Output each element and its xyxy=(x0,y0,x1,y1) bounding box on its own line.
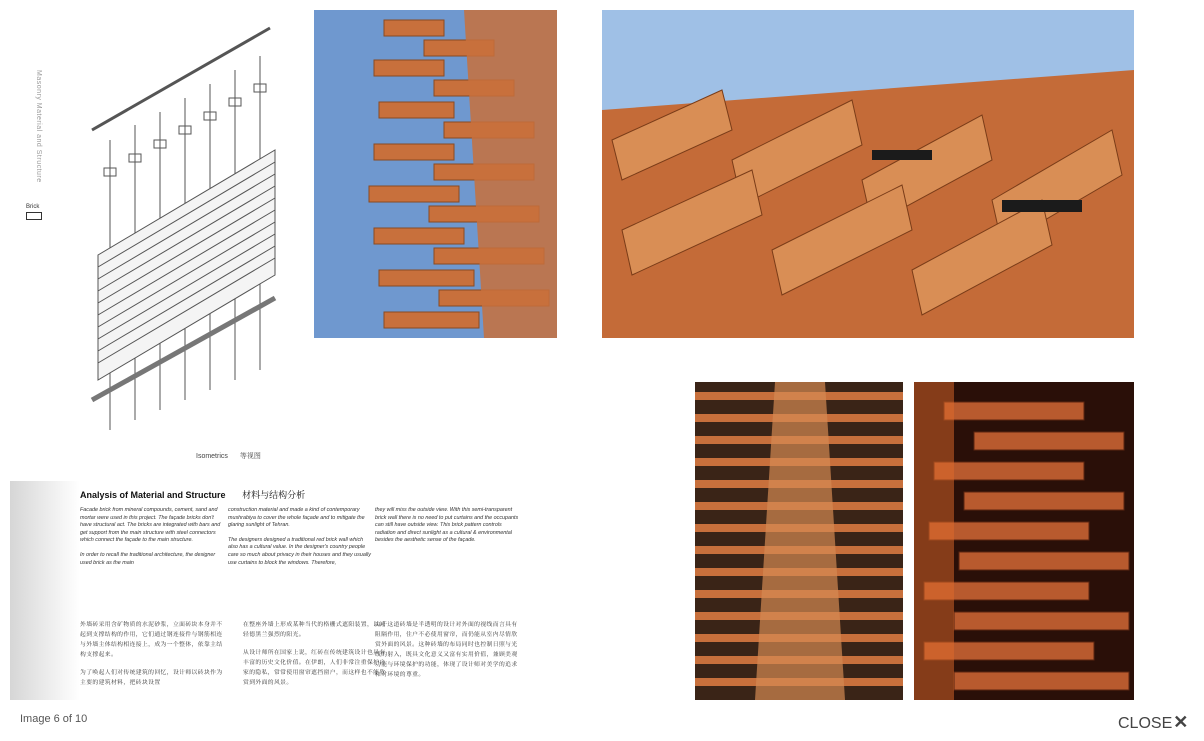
isometric-drawing xyxy=(80,20,295,450)
chinese-paragraph: 从设计师所在国家上说，红砖在传统建筑设计也具有丰富的历史文化价值。在伊朗，人们非常注重保护自家的隐私，常常使用窗帘遮挡窗户，而这样也不能欣赏到外面的风景。 xyxy=(243,650,386,686)
close-label: CLOSE xyxy=(1118,715,1173,732)
chinese-paragraph: 外墙砖采用含矿物质的水泥砂浆，立面砖块本身并不起到支撑结构的作用，它们通过钢连接件与钢筋相连与外墙主体结构相连接上，成为一个整体，依靠主结构支撑起来。 xyxy=(80,622,223,658)
article-heading-en: Analysis of Material and Structure xyxy=(80,490,226,500)
text-panel-gradient xyxy=(10,481,80,700)
drawing-caption-cn: 等视图 xyxy=(239,453,261,460)
english-column-3 xyxy=(375,507,520,552)
chinese-column-3 xyxy=(375,620,523,688)
article-heading xyxy=(80,488,305,501)
english-paragraph: The designers designed a traditional red brick wall which also has a cultural value. In the designer's country people care so much about privacy in their houses and they usually use curtains to block the windows. Therefore, xyxy=(228,536,371,566)
drawing-caption xyxy=(196,451,271,461)
photo-facade-sky xyxy=(314,10,557,338)
chinese-column-1 xyxy=(80,620,228,696)
english-paragraph: In order to recall the traditional architecture, the designer used brick as the main xyxy=(80,551,216,566)
english-column-2 xyxy=(228,507,373,574)
chinese-paragraph: 由于这道砖墙是半透明的设计对外面的视线而言具有阻隔作用，住户不必使用窗帘，而仍能从室内尽情欣赏外面的风景。这种砖墙的布局同时也控制日照与光线的射入，既具文化意义又富有实用价值，兼顾美观功能与环境保护的功能，体现了设计师对美学的追求和对环境的尊重。 xyxy=(375,622,518,678)
chinese-paragraph: 为了唤起人们对传统建筑的回忆，设计师以砖块作为主要的建筑材料，把砖块设置 xyxy=(80,670,223,686)
brick-legend xyxy=(26,204,42,220)
chinese-paragraph: 在整座外墙上形成某种当代的格栅式遮阳装置，以减轻德黑兰强烈的阳光。 xyxy=(243,622,386,638)
brick-legend-label: Brick xyxy=(26,204,40,210)
english-paragraph: construction material and made a kind of contemporary mushrabiya to cover the whole façade and to mitigate the glaring sunlight of Tehran. xyxy=(228,507,365,529)
english-paragraph: they will miss the outside view. With this semi-transparent brick wall there is no need to put curtains and the occupants can still have outside view. This brick pattern controls radiation and direct sunlight as a cultural & environmental besides the aesthetic sense of the façade. xyxy=(375,507,519,544)
photo-facade-wide xyxy=(602,10,1134,338)
close-icon: ✕ xyxy=(1173,712,1189,732)
english-column-1 xyxy=(80,507,225,574)
chinese-column-2 xyxy=(243,620,391,696)
close-button[interactable] xyxy=(1118,712,1188,733)
article-heading-cn: 材料与结构分析 xyxy=(242,490,306,500)
sidebar-vertical-title: Masonry Material and Structure xyxy=(35,70,42,183)
photo-facade-corner xyxy=(695,382,903,700)
brick-legend-icon xyxy=(26,212,42,220)
drawing-caption-en: Isometrics xyxy=(196,453,228,460)
image-counter: Image 6 of 10 xyxy=(20,713,88,725)
photo-facade-closeup xyxy=(914,382,1134,700)
english-paragraph: Facade brick from mineral compounds, cement, sand and mortar were used in this project. The façade bricks don't have structural act. The bricks are integrated with bars and get support from the main structure with steel connectors which connect the façade to the main structure. xyxy=(80,507,221,544)
